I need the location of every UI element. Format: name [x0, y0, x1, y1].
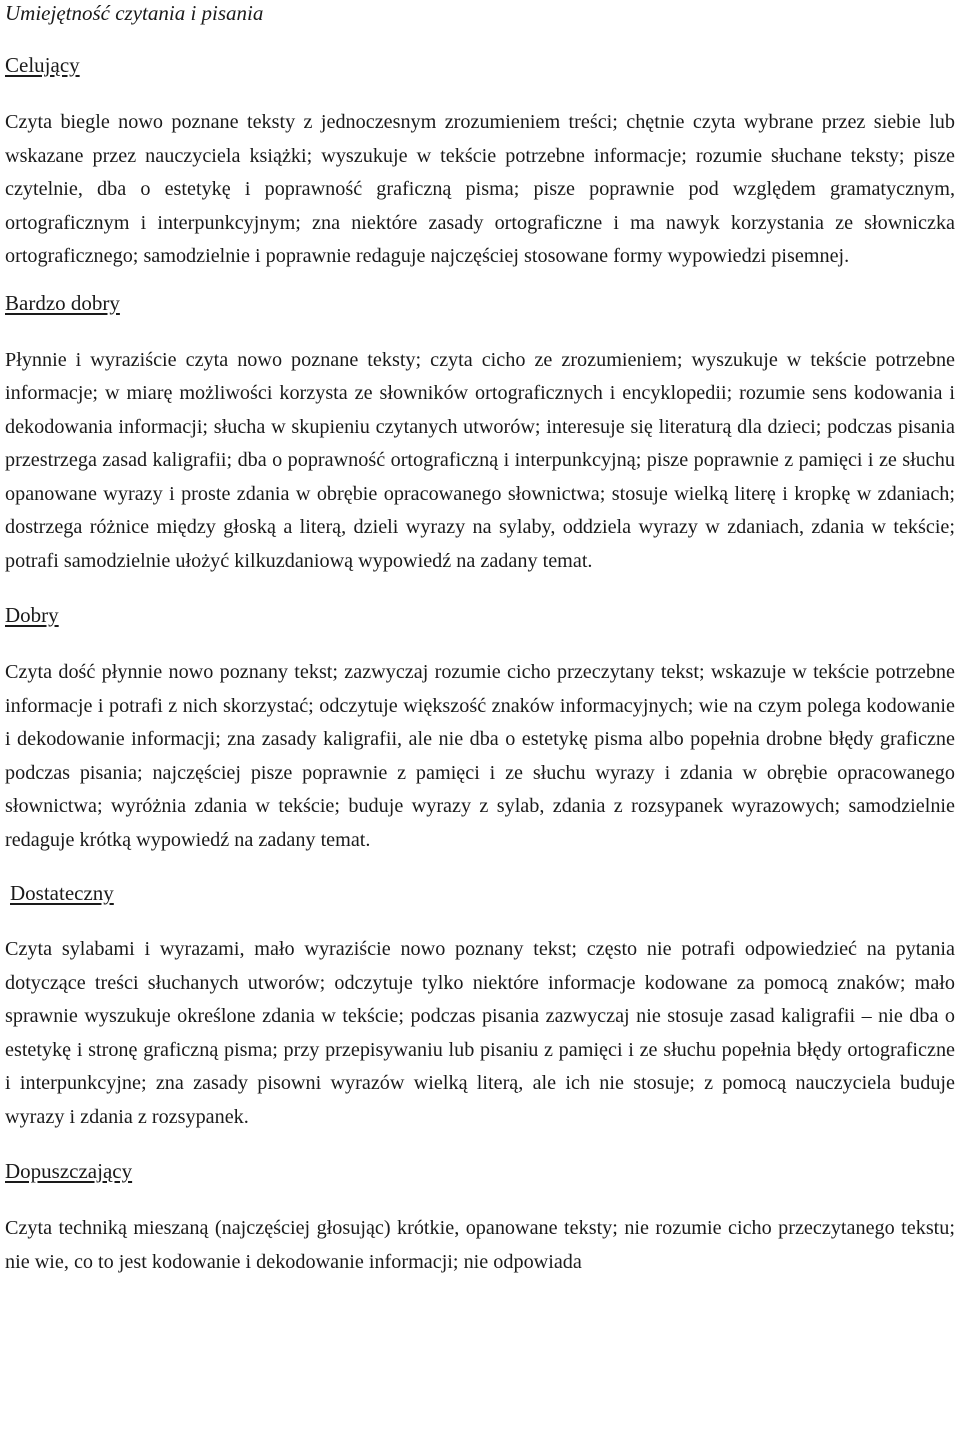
- grade-description-dopuszczajacy: Czyta techniką mieszaną (najczęściej głosując) krótkie, opanowane teksty; nie rozumie cicho przeczytanego tekstu; nie wie, co to jest kodowanie i dekodowanie informacji; nie odpowiada: [5, 1217, 955, 1273]
- grade-description-bardzo-dobry: Płynnie i wyraziście czyta nowo poznane teksty; czyta cicho ze zrozumieniem; wyszukuje w tekście potrzebne informacje; w miarę możliwości korzysta ze słowników ortograficznych i encyklopedii; rozumie sens kodowania i dekodowania informacji; słucha w skupieniu czytanych utworów; interesuje się literaturą dla dzieci; podczas pisania przestrzega zasad kaligrafii; dba o poprawność ortograficzną i interpunkcyjną; pisze poprawnie z pamięci i ze słuchu opanowane wyrazy i proste zdania w obrębie opracowanego słownictwa; stosuje wielką literę i kropkę w zdaniach; dostrzega różnice między głoską a literą, dzieli wyrazy na sylaby, oddziela wyrazy w zdaniach, zdania w tekście; potrafi samodzielnie ułożyć kilkuzdaniową wypowiedź na zadany temat.: [5, 348, 955, 572]
- grade-heading-celujacy: Celujący: [5, 53, 80, 77]
- grade-heading-dostateczny: Dostateczny: [10, 881, 114, 905]
- grade-description-dostateczny: Czyta sylabami i wyrazami, mało wyraziście nowo poznany tekst; często nie potrafi odpowiedzieć na pytania dotyczące treści słuchanych utworów; odczytuje tylko niektóre informacje kodowane za pomocą znaków; mało sprawnie wyszukuje określone zdania w tekście; podczas pisania zazwyczaj nie stosuje zasad kaligrafii – nie dba o estetykę i stronę graficzną pisma; przy przepisywaniu lub pisaniu z pamięci i ze słuchu popełnia błędy ortograficzne i interpunkcyjne; zna zasady pisowni wyrazów wielką literą, ale ich nie stosuje; z pomocą nauczyciela buduje wyrazy i zdania z rozsypanek.: [5, 938, 955, 1128]
- document-title: Umiejętność czytania i pisania: [5, 1, 264, 25]
- grade-heading-dopuszczajacy: Dopuszczający: [5, 1159, 133, 1183]
- grade-description-dobry: Czyta dość płynnie nowo poznany tekst; zazwyczaj rozumie cicho przeczytany tekst; wskazuje w tekście potrzebne informacje i potrafi z nich skorzystać; odczytuje większość znaków informacyjnych; wie na czym polega kodowanie i dekodowanie informacji; zna zasady kaligrafii, ale nie dba o estetykę pisma albo popełnia drobne błędy graficzne podczas pisania; najczęściej pisze poprawnie z pamięci i ze słuchu wyrazy i zdania w obrębie opracowanego słownictwa; wyróżnia zdania w tekście; buduje wyrazy z sylab, zdania z rozsypanek wyrazowych; samodzielnie redaguje krótką wypowiedź na zadany temat.: [5, 661, 955, 851]
- grade-description-celujacy: Czyta biegle nowo poznane teksty z jednoczesnym zrozumieniem treści; chętnie czyta wybrane przez siebie lub wskazane przez nauczyciela książki; wyszukuje w tekście potrzebne informacje; rozumie słuchane teksty; pisze czytelnie, dba o estetykę i poprawność graficzną pisma; pisze poprawnie pod względem gramatycznym, ortograficznym i interpunkcyjnym; zna niektóre zasady ortograficzne i ma nawyk korzystania ze słowniczka ortograficznego; samodzielnie i poprawnie redaguje najczęściej stosowane formy wypowiedzi pisemnej.: [5, 111, 955, 267]
- grade-heading-bardzo-dobry: Bardzo dobry: [5, 290, 120, 315]
- grade-heading-dobry: Dobry: [5, 603, 59, 627]
- document-page: [5, 0, 955, 1279]
